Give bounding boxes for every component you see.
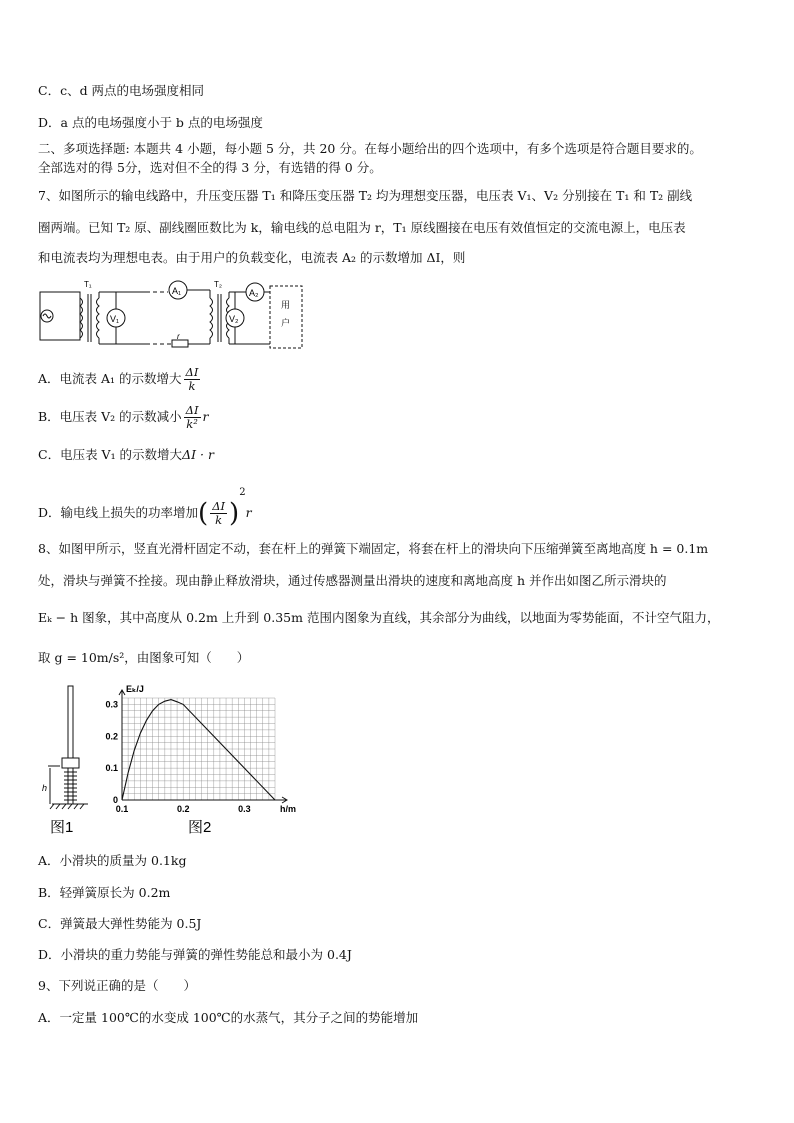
q7-option-a-fraction: $\frac{\Delta I}{k}$ [185, 365, 199, 393]
q7-circuit-diagram [38, 278, 308, 356]
q8-stem-line1: 8、如图甲所示，竖直光滑杆固定不动，套在杆上的弹簧下端固定，将套在杆上的滑块向下压缩弹簧至离地高度 h = 0.1m [38, 541, 709, 556]
a2-meter: A₂ [249, 288, 259, 298]
chart-x-axis [122, 797, 287, 803]
chart-xlabel: h/m [280, 804, 297, 814]
q7-option-c: C．电压表 V₁ 的示数增大ΔI · r [38, 447, 214, 462]
chart-ylabel: Eₖ/J [126, 684, 144, 694]
q8-option-a: A．小滑块的质量为 0.1kg [38, 853, 187, 868]
q7-stem-line3: 和电流表均为理想电表。由于用户的负载变化，电流表 A₂ 的示数增加 ΔI，则 [38, 250, 466, 265]
q8-stem-line2: 处，滑块与弹簧不拴接。现由静止释放滑块，通过传感器测量出滑块的速度和离地高度 h 并作出如图乙所示滑块的 [38, 573, 667, 588]
t1-label: T₁ [84, 280, 92, 289]
q7-stem-line2: 圈两端。已知 T₂ 原、副线圈匝数比为 k，输电线的总电阻为 r，T₁ 原线圈接在电压有效值恒定的交流电源上，电压表 [38, 220, 686, 235]
q7-option-a: A．电流表 A₁ 的示数增大 $\frac{\Delta I}{k}$ [38, 365, 199, 393]
a1-meter: A₁ [172, 286, 182, 296]
q9-stem: 9、下列说正确的是（ ） [38, 978, 196, 993]
q8-stem-line4: 取 g = 10m/s²，由图象可知（ ） [38, 650, 250, 665]
v1-meter: V₁ [110, 314, 120, 324]
fig1-h-label: h [42, 783, 48, 793]
chart-y-tick-label: 0 [112, 795, 118, 805]
chart-x-tick-label: 0.3 [238, 804, 251, 814]
chart-y-axis [119, 690, 125, 800]
fig1-caption: 图1 [50, 819, 74, 836]
chart-x-tick-label: 0.1 [115, 804, 129, 814]
q6-option-d: D．a 点的电场强度小于 b 点的电场强度 [38, 115, 263, 130]
chart-y-tick-label: 0.2 [105, 731, 118, 742]
user-label-1: 用 [281, 300, 291, 310]
q8-stem-line3: Eₖ − h 图象，其中高度从 0.2m 上升到 0.35m 范围内图象为直线，其余部分为曲线，以地面为零势能面，不计空气阻力， [38, 610, 720, 625]
user-label-2: 户 [281, 318, 291, 328]
q7-option-d-fraction: $\frac{\Delta I}{k}$ [212, 499, 226, 527]
t2-label: T₂ [214, 280, 222, 289]
q7-option-b-fraction: $\frac{\Delta I}{\text{k²}}$ [185, 403, 199, 431]
q7-stem-line1: 7、如图所示的输电线路中，升压变压器 T₁ 和降压变压器 T₂ 均为理想变压器，电压表 V₁、V₂ 分别接在 T₁ 和 T₂ 副线 [38, 188, 693, 203]
q8-figure1-spring-rod [38, 680, 98, 840]
chart-y-tick-label: 0.3 [105, 699, 118, 710]
v2-meter: V₂ [229, 314, 239, 324]
q8-option-b: B．轻弹簧原长为 0.2m [38, 885, 171, 900]
q8-option-d: D．小滑块的重力势能与弹簧的弹性势能总和最小为 0.4J [38, 947, 352, 962]
fig2-caption: 图2 [188, 819, 212, 836]
ek-h-curve [122, 700, 275, 800]
q8-option-c: C．弹簧最大弹性势能为 0.5J [38, 916, 202, 931]
q6-option-c: C．c、d 两点的电场强度相同 [38, 83, 205, 98]
chart-y-tick-label: 0.1 [105, 763, 118, 774]
q7-option-d: D．输电线上损失的功率增加( $\frac{\Delta I}{k}$ )$^2$r [38, 487, 252, 529]
resistor-r-label: r [177, 332, 180, 341]
chart-x-tick-label: 0.2 [176, 804, 190, 814]
section2-instructions-line1: 二、多项选择题: 本题共 4 小题，每小题 5 分，共 20 分。在每小题给出的四个选项中，有多个选项是符合题目要求的。 [38, 141, 702, 156]
q9-option-a: A．一定量 100℃的水变成 100℃的水蒸气，其分子之间的势能增加 [38, 1010, 419, 1025]
q7-option-b: B．电压表 V₂ 的示数减小 $\frac{\Delta I}{\text{k²}}$ r [38, 403, 209, 431]
q8-figure2-ek-h-chart [100, 680, 320, 840]
section2-instructions-line2: 全部选对的得 5分，选对但不全的得 3 分，有选错的得 0 分。 [38, 160, 382, 175]
